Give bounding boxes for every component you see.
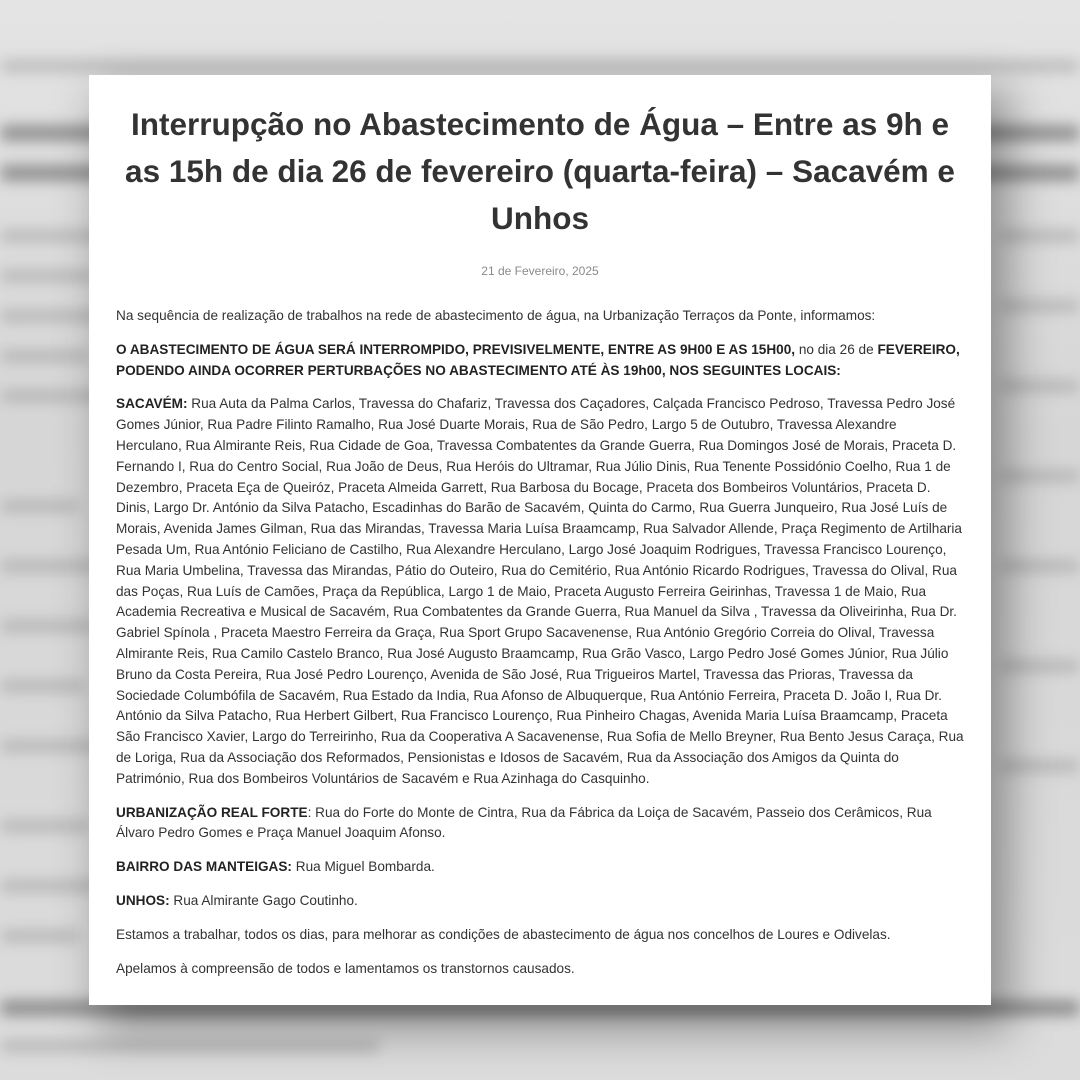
section-streets: Rua Auta da Palma Carlos, Travessa do Chafariz, Travessa dos Caçadores, Calçada Francisco Pedroso, Travessa Pedro José Gomes Júnior, Rua Padre Filinto Ramalho, Rua José Duarte Morais, Rua de São Pedro, Largo 5 de Outubro, Travessa Alexandre Herculano, Rua Almirante Reis, Rua Cidade de Goa, Travessa Combatentes da Grande Guerra, Rua Domingos José de Morais, Praceta D. Fernando I, Rua do Centro Social, Rua João de Deus, Rua Heróis do Ultramar, Rua Júlio Dinis, Rua Tenente Possidónio Coelho, Rua 1 de Dezembro, Praceta Eça de Queiróz, Praceta Almeida Garrett, Rua Barbosa du Bocage, Praceta dos Bombeiros Voluntários, Praceta D. Dinis, Largo Dr. António da Silva Patacho, Escadinhas do Barão de Sacavém, Quinta do Carmo, Rua Guerra Junqueiro, Rua José Luís de Morais, Avenida James Gilman, Rua das Mirandas, Travessa Maria Luísa Braamcamp, Rua Salvador Allende, Praça Regimento de Artilharia Pesada Um, Rua António Feliciano de Castilho, Rua Alexandre Herculano, Largo José Joaquim Rodrigues, Travessa Francisco Lourenço, Rua Maria Umbelina, Travessa das Mirandas, Pátio do Outeiro, Rua do Cemitério, Rua António Ricardo Rodrigues, Travessa do Olival, Rua das Poças, Rua Luís de Camões, Praça da República, Largo 1 de Maio, Praceta Augusto Ferreira Geirinhas, Travessa 1 de Maio, Rua Academia Recreativa e Musical de Sacavém, Rua Combatentes da Grande Guerra, Rua Manuel da Silva , Travessa da Oliveirinha, Rua Dr. Gabriel Spínola , Praceta Maestro Ferreira da Graça, Rua Sport Grupo Sacavenense, Rua António Gregório Correia do Olival, Travessa Almirante Reis, Rua Camilo Castelo Branco, Rua José Augusto Braamcamp, Rua Grão Vasco, Largo Pedro José Gomes Júnior, Rua Júlio Bruno da Costa Pereira, Rua José Pedro Lourenço, Avenida de São José, Rua Trigueiros Martel, Travessa das Prioras, Travessa da Sociedade Columbófila de Sacavém, Rua Estado da India, Rua Afonso de Albuquerque, Rua António Ferreira, Praceta D. João I, Rua Dr. António da Silva Patacho, Rua Herbert Gilbert, Rua Francisco Lourenço, Rua Pinheiro Chagas, Avenida Maria Luísa Braamcamp, Praceta São Francisco Xavier, Largo do Terreirinho, Rua da Cooperativa A Sacavenense, Rua Sofia de Mello Breyner, Rua Bento Jesus Caraça, Rua de Loriga, Rua da Associação dos Reformados, Pensionistas e Idosos de Sacavém, Rua da Associação dos Amigos da Quinta do Património, Rua dos Bombeiros Voluntários de Sacavém e Rua Azinhaga do Casquinho. bbox=[116, 396, 964, 786]
blurred-text-line bbox=[1000, 660, 1080, 672]
notice-bold-text: O ABASTECIMENTO DE ÁGUA SERÁ INTERROMPIDO, PREVISIVELMENTE, ENTRE AS 9H00 E AS 15H00, bbox=[116, 341, 799, 357]
blurred-text-line bbox=[0, 820, 90, 832]
notice-normal-text: no dia 26 de bbox=[798, 341, 874, 357]
section-label: SACAVÉM: bbox=[116, 396, 192, 412]
section-bairro-das-manteigas bbox=[116, 857, 964, 878]
blurred-text-line bbox=[0, 880, 100, 892]
section-unhos bbox=[116, 891, 964, 912]
blurred-text-line bbox=[0, 310, 100, 322]
blurred-text-line bbox=[1000, 380, 1080, 392]
section-label: UNHOS: bbox=[116, 892, 170, 908]
blurred-text-line bbox=[0, 620, 95, 632]
blurred-text-line bbox=[1000, 300, 1080, 312]
blurred-text-line bbox=[0, 60, 1080, 72]
article-date: 21 de Fevereiro, 2025 bbox=[481, 264, 599, 278]
blurred-text-line bbox=[1000, 230, 1080, 242]
section-streets: Rua Miguel Bombarda. bbox=[291, 859, 435, 875]
section-urbanizacao-real-forte bbox=[116, 803, 964, 845]
blurred-text-line bbox=[0, 930, 80, 942]
blurred-text-line bbox=[0, 270, 95, 282]
blurred-text-line bbox=[0, 350, 90, 362]
blurred-text-line bbox=[1000, 560, 1080, 572]
closing-paragraph-2: Apelamos à compreensão de todos e lamentamos os transtornos causados. bbox=[116, 960, 575, 976]
blurred-text-line bbox=[1000, 760, 1080, 772]
blurred-text-line bbox=[0, 560, 100, 572]
article-card bbox=[89, 75, 991, 1005]
closing-paragraph-1: Estamos a trabalhar, todos os dias, para melhorar as condições de abastecimento de água nos concelhos de Loures e Odivelas. bbox=[116, 926, 891, 942]
section-streets: : Rua do Forte do Monte de Cintra, Rua da Fábrica da Loiça de Sacavém, Passeio dos Cerâmicos, Rua Álvaro Pedro Gomes e Praça Manuel Joaquim Afonso. bbox=[116, 804, 932, 841]
section-label: BAIRRO DAS MANTEIGAS: bbox=[116, 859, 292, 875]
blurred-text-line bbox=[1000, 470, 1080, 482]
section-streets: Rua Almirante Gago Coutinho. bbox=[169, 892, 358, 908]
blurred-text-line bbox=[0, 740, 100, 752]
blurred-text-line bbox=[0, 500, 80, 512]
blurred-text-line bbox=[0, 680, 85, 692]
blurred-text-line bbox=[0, 1040, 380, 1052]
intro-paragraph: Na sequência de realização de trabalhos na rede de abastecimento de água, na Urbanização Terraços da Ponte, informamos: bbox=[116, 308, 876, 323]
section-label: URBANIZAÇÃO REAL FORTE bbox=[116, 804, 308, 820]
notice-bold-text-2: FEVEREIRO, PODENDO AINDA OCORRER PERTURBAÇÕES NO ABASTECIMENTO ATÉ ÀS 19h00, NOS SEGUINTES LOCAIS: bbox=[116, 341, 960, 378]
article-title: Interrupção no Abastecimento de Água – Entre as 9h e as 15h de dia 26 de fevereiro (quarta-feira) – Sacavém e Unhos bbox=[125, 106, 955, 236]
section-sacavem bbox=[116, 394, 964, 789]
notice-paragraph bbox=[116, 340, 964, 382]
